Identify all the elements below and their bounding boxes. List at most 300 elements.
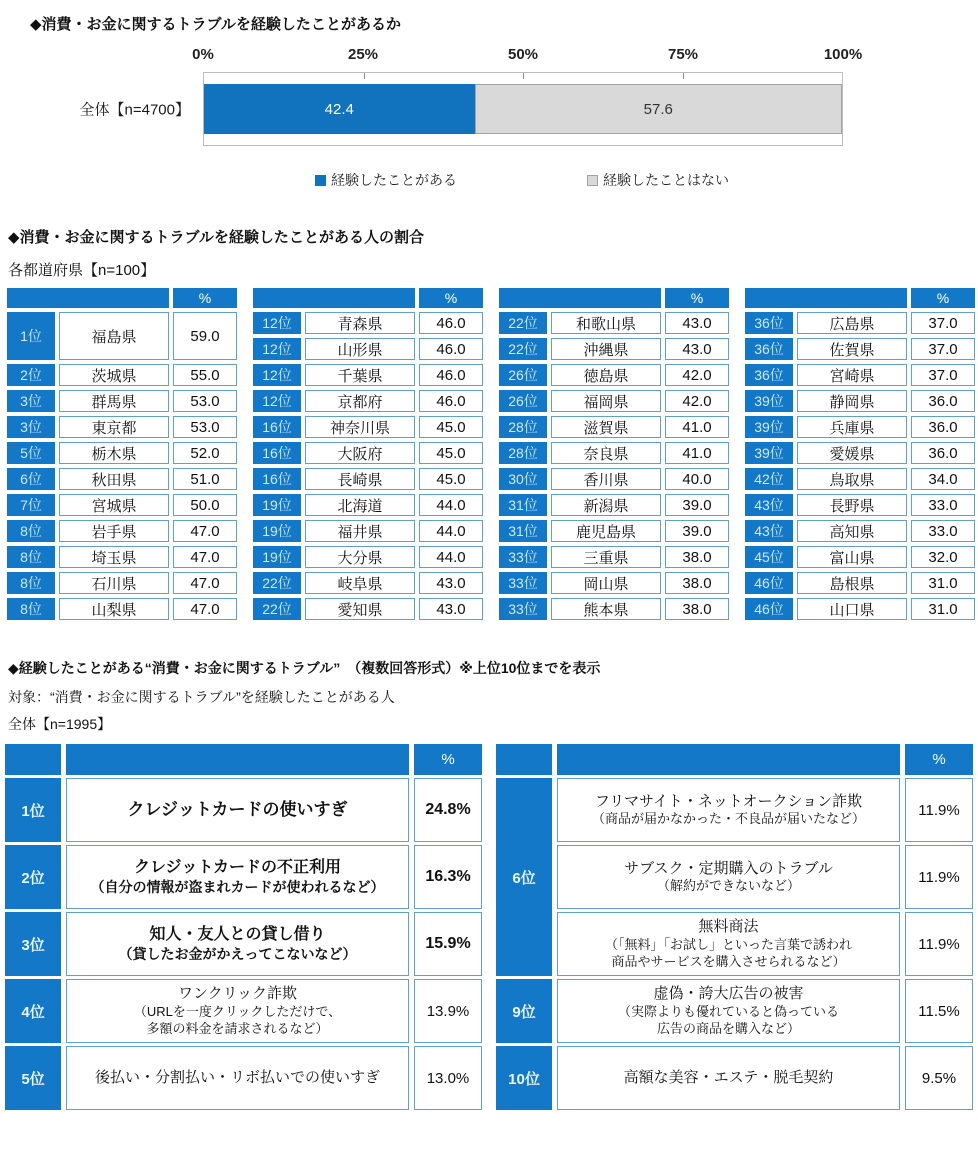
- chart-legend: [315, 170, 843, 190]
- trouble-row-entries: [557, 778, 973, 976]
- percent-value-cell: 40.0: [665, 468, 729, 490]
- prefecture-row: [7, 416, 237, 438]
- rank-cell: 6位: [7, 468, 55, 490]
- rank-cell: 22位: [253, 572, 301, 594]
- percent-value-cell: 43.0: [419, 598, 483, 620]
- rank-cell: 3位: [7, 390, 55, 412]
- prefecture-row: [745, 364, 975, 386]
- percent-value-cell: 11.9%: [905, 778, 973, 842]
- trouble-name-line: 知人・友人との貸し借り: [149, 925, 326, 943]
- percent-value-cell: 53.0: [173, 390, 237, 412]
- percent-value-cell: 39.0: [665, 520, 729, 542]
- rank-cell: 12位: [253, 390, 301, 412]
- prefecture-row: [7, 546, 237, 568]
- percent-value-cell: 43.0: [419, 572, 483, 594]
- rank-cell: 2位: [5, 845, 61, 909]
- prefecture-row: [253, 572, 483, 594]
- prefecture-name-cell: 沖縄県: [551, 338, 661, 360]
- rank-cell: 36位: [745, 364, 793, 386]
- x-tick-label: 0%: [192, 46, 214, 63]
- rank-cell: 1位: [5, 778, 61, 842]
- header-percent-cell: %: [173, 288, 237, 308]
- prefecture-name-cell: 富山県: [797, 546, 907, 568]
- axis-tickmark: [523, 73, 524, 79]
- trouble-name-cell: [66, 1046, 409, 1110]
- header-name-cell: [66, 744, 409, 775]
- prefecture-name-cell: 山形県: [305, 338, 415, 360]
- trouble-name-line: ワンクリック詐欺: [177, 985, 298, 1003]
- trouble-name-line: 商品やサービスを購入させられるなど）: [611, 953, 846, 969]
- trouble-table-left: [5, 744, 482, 1110]
- prefecture-ranking-tables: [7, 288, 978, 620]
- prefecture-row: [253, 520, 483, 542]
- trouble-name-cell: [557, 979, 900, 1043]
- trouble-name-line: （自分の情報が盗まれカードが使われるなど）: [90, 879, 385, 896]
- prefecture-name-cell: 長崎県: [305, 468, 415, 490]
- percent-value-cell: 46.0: [419, 364, 483, 386]
- percent-value-cell: 15.9%: [414, 912, 482, 976]
- percent-value-cell: 46.0: [419, 312, 483, 334]
- prefecture-name-cell: 高知県: [797, 520, 907, 542]
- prefecture-name-cell: 秋田県: [59, 468, 169, 490]
- prefecture-name-cell: 長野県: [797, 494, 907, 516]
- prefecture-row: [745, 390, 975, 412]
- prefecture-name-cell: 大阪府: [305, 442, 415, 464]
- rank-cell: 36位: [745, 338, 793, 360]
- rank-cell: 10位: [496, 1046, 552, 1110]
- header-percent-cell: %: [911, 288, 975, 308]
- prefecture-row: [253, 468, 483, 490]
- rank-cell: 19位: [253, 546, 301, 568]
- rank-cell: 31位: [499, 494, 547, 516]
- rank-cell: 42位: [745, 468, 793, 490]
- prefecture-name-cell: 三重県: [551, 546, 661, 568]
- x-tick-label: 100%: [823, 46, 863, 63]
- bar-segment-not-experienced: 57.6: [475, 84, 842, 134]
- prefecture-name-cell: 兵庫県: [797, 416, 907, 438]
- stacked-bar: [204, 84, 842, 134]
- percent-value-cell: 31.0: [911, 572, 975, 594]
- prefecture-name-cell: 和歌山県: [551, 312, 661, 334]
- prefecture-row: [499, 390, 729, 412]
- trouble-name-line: フリマサイト・ネットオークション詐欺: [594, 792, 863, 810]
- prefecture-name-cell: 徳島県: [551, 364, 661, 386]
- prefecture-name-cell: 青森県: [305, 312, 415, 334]
- percent-value-cell: 16.3%: [414, 845, 482, 909]
- prefecture-name-cell: 岡山県: [551, 572, 661, 594]
- prefecture-row: [7, 572, 237, 594]
- percent-value-cell: 52.0: [173, 442, 237, 464]
- prefecture-section-title: ◆消費・お金に関するトラブルを経験したことがある人の割合: [8, 229, 424, 246]
- percent-value-cell: 38.0: [665, 572, 729, 594]
- header-name-cell: [253, 288, 415, 308]
- trouble-name-line: （「無料」「お試し」といった言葉で誘われ: [604, 936, 852, 952]
- header-name-cell: [499, 288, 661, 308]
- percent-value-cell: 32.0: [911, 546, 975, 568]
- prefecture-name-cell: 東京都: [59, 416, 169, 438]
- trouble-row: [5, 845, 482, 909]
- percent-value-cell: 9.5%: [905, 1046, 973, 1110]
- trouble-name-line: 無料商法: [698, 918, 759, 936]
- prefecture-row: [253, 546, 483, 568]
- trouble-row-entries: [557, 1046, 973, 1110]
- percent-value-cell: 13.0%: [414, 1046, 482, 1110]
- percent-value-cell: 33.0: [911, 520, 975, 542]
- rank-cell: 8位: [7, 520, 55, 542]
- rank-cell: 16位: [253, 468, 301, 490]
- trouble-table-header: [496, 744, 973, 775]
- percent-value-cell: 50.0: [173, 494, 237, 516]
- trouble-name-line: （解約ができないなど）: [656, 878, 800, 894]
- trouble-name-cell: [66, 979, 409, 1043]
- trouble-row: [5, 979, 482, 1043]
- prefecture-name-cell: 愛媛県: [797, 442, 907, 464]
- prefecture-name-cell: 島根県: [797, 572, 907, 594]
- percent-value-cell: 38.0: [665, 546, 729, 568]
- prefecture-name-cell: 鹿児島県: [551, 520, 661, 542]
- axis-tickmark: [364, 73, 365, 79]
- percent-value-cell: 38.0: [665, 598, 729, 620]
- rank-cell: 36位: [745, 312, 793, 334]
- legend-swatch-blue-icon: [315, 175, 326, 186]
- rank-cell: 39位: [745, 442, 793, 464]
- rank-cell: 8位: [7, 572, 55, 594]
- rank-cell: 16位: [253, 416, 301, 438]
- prefecture-row: [745, 572, 975, 594]
- percent-value-cell: 34.0: [911, 468, 975, 490]
- trouble-name-cell: [66, 845, 409, 909]
- percent-value-cell: 44.0: [419, 546, 483, 568]
- prefecture-section-subtitle: 各都道府県【n=100】: [8, 262, 156, 279]
- prefecture-name-cell: 熊本県: [551, 598, 661, 620]
- rank-cell: 33位: [499, 598, 547, 620]
- percent-value-cell: 43.0: [665, 312, 729, 334]
- rank-cell: 6位: [496, 778, 552, 976]
- prefecture-name-cell: 群馬県: [59, 390, 169, 412]
- prefecture-row: [7, 442, 237, 464]
- header-name-cell: [745, 288, 907, 308]
- percent-value-cell: 53.0: [173, 416, 237, 438]
- rank-cell: 39位: [745, 390, 793, 412]
- prefecture-name-cell: 茨城県: [59, 364, 169, 386]
- trouble-row: [557, 1046, 973, 1110]
- prefecture-row: [253, 598, 483, 620]
- prefecture-row: [253, 364, 483, 386]
- trouble-row: [557, 778, 973, 842]
- percent-value-cell: 37.0: [911, 338, 975, 360]
- trouble-row: [5, 1046, 482, 1110]
- trouble-name-cell: [557, 1046, 900, 1110]
- percent-value-cell: 31.0: [911, 598, 975, 620]
- rank-cell: 19位: [253, 520, 301, 542]
- trouble-name-line: （実際よりも優れていると偽っている: [617, 1003, 839, 1019]
- percent-value-cell: 47.0: [173, 572, 237, 594]
- prefecture-row: [7, 520, 237, 542]
- percent-value-cell: 47.0: [173, 546, 237, 568]
- legend-item-not-experienced: [587, 170, 729, 190]
- prefecture-name-cell: 岐阜県: [305, 572, 415, 594]
- rank-cell: 45位: [745, 546, 793, 568]
- x-tick-label: 50%: [507, 46, 539, 63]
- trouble-name-cell: [66, 778, 409, 842]
- prefecture-row: [7, 364, 237, 386]
- trouble-name-cell: [66, 912, 409, 976]
- prefecture-table-column: [499, 288, 729, 620]
- rank-cell: 19位: [253, 494, 301, 516]
- prefecture-row: [499, 572, 729, 594]
- x-tick-label: 75%: [667, 46, 699, 63]
- percent-value-cell: 33.0: [911, 494, 975, 516]
- trouble-name-cell: [557, 912, 900, 976]
- prefecture-name-cell: 静岡県: [797, 390, 907, 412]
- rank-cell: 28位: [499, 442, 547, 464]
- trouble-row: [5, 912, 482, 976]
- legend-label-experienced: 経験したことがある: [331, 172, 457, 188]
- percent-value-cell: 24.8%: [414, 778, 482, 842]
- prefecture-name-cell: 宮城県: [59, 494, 169, 516]
- prefecture-name-cell: 神奈川県: [305, 416, 415, 438]
- percent-value-cell: 37.0: [911, 312, 975, 334]
- x-tick-label: 25%: [347, 46, 379, 63]
- trouble-name-cell: [557, 778, 900, 842]
- prefecture-row: [499, 364, 729, 386]
- prefecture-row: [7, 598, 237, 620]
- prefecture-table-column: [253, 288, 483, 620]
- prefecture-row: [253, 494, 483, 516]
- prefecture-name-cell: 宮崎県: [797, 364, 907, 386]
- trouble-row-entries: [557, 979, 973, 1043]
- prefecture-name-cell: 埼玉県: [59, 546, 169, 568]
- prefecture-row: [499, 416, 729, 438]
- prefecture-row: [253, 312, 483, 334]
- prefecture-row: [745, 442, 975, 464]
- trouble-row: [557, 912, 973, 976]
- percent-value-cell: 39.0: [665, 494, 729, 516]
- prefecture-row: [745, 598, 975, 620]
- percent-value-cell: 11.9%: [905, 845, 973, 909]
- prefecture-name-cell: 京都府: [305, 390, 415, 412]
- percent-value-cell: 36.0: [911, 416, 975, 438]
- trouble-name-line: 多額の料金を請求されるなど）: [146, 1020, 329, 1036]
- rank-cell: 26位: [499, 390, 547, 412]
- prefecture-row: [253, 442, 483, 464]
- trouble-name-line: クレジットカードの使いすぎ: [127, 799, 348, 819]
- rank-cell: 2位: [7, 364, 55, 386]
- prefecture-table-column: [745, 288, 975, 620]
- rank-cell: 33位: [499, 572, 547, 594]
- experience-chart: [79, 46, 863, 190]
- percent-value-cell: 46.0: [419, 390, 483, 412]
- prefecture-row: [745, 338, 975, 360]
- trouble-row-group: [496, 778, 973, 976]
- trouble-row-group: [496, 1046, 973, 1110]
- trouble-table-right: [496, 744, 973, 1110]
- header-name-cell: [557, 744, 900, 775]
- header-rank-cell: [496, 744, 552, 775]
- prefecture-name-cell: 北海道: [305, 494, 415, 516]
- percent-value-cell: 46.0: [419, 338, 483, 360]
- legend-swatch-gray-icon: [587, 175, 598, 186]
- rank-cell: 28位: [499, 416, 547, 438]
- prefecture-name-cell: 石川県: [59, 572, 169, 594]
- trouble-table-header: [5, 744, 482, 775]
- rank-cell: 9位: [496, 979, 552, 1043]
- percent-value-cell: 47.0: [173, 520, 237, 542]
- rank-cell: 22位: [253, 598, 301, 620]
- rank-cell: 12位: [253, 338, 301, 360]
- percent-value-cell: 13.9%: [414, 979, 482, 1043]
- header-name-cell: [7, 288, 169, 308]
- troubles-section-title: ◆経験したことがある“消費・お金に関するトラブル” （複数回答形式）※上位10位までを表示: [8, 660, 601, 676]
- prefecture-table-header: [745, 288, 975, 308]
- prefecture-name-cell: 愛知県: [305, 598, 415, 620]
- prefecture-name-cell: 山口県: [797, 598, 907, 620]
- prefecture-row: [7, 312, 237, 360]
- prefecture-row: [253, 416, 483, 438]
- trouble-ranking-tables: [5, 744, 978, 1110]
- percent-value-cell: 11.9%: [905, 912, 973, 976]
- rank-cell: 5位: [7, 442, 55, 464]
- percent-value-cell: 36.0: [911, 390, 975, 412]
- rank-cell: 3位: [7, 416, 55, 438]
- percent-value-cell: 43.0: [665, 338, 729, 360]
- rank-cell: 33位: [499, 546, 547, 568]
- bar-segment-experienced: 42.4: [204, 84, 475, 134]
- rank-cell: 16位: [253, 442, 301, 464]
- prefecture-name-cell: 栃木県: [59, 442, 169, 464]
- percent-value-cell: 41.0: [665, 416, 729, 438]
- rank-cell: 8位: [7, 598, 55, 620]
- percent-value-cell: 47.0: [173, 598, 237, 620]
- trouble-row-group: [496, 979, 973, 1043]
- percent-value-cell: 36.0: [911, 442, 975, 464]
- prefecture-row: [745, 520, 975, 542]
- prefecture-row: [253, 338, 483, 360]
- trouble-row: [557, 979, 973, 1043]
- prefecture-row: [7, 390, 237, 412]
- troubles-base-note: 全体【n=1995】: [8, 716, 112, 732]
- trouble-name-line: 高額な美容・エステ・脱毛契約: [623, 1069, 834, 1087]
- percent-value-cell: 41.0: [665, 442, 729, 464]
- percent-value-cell: 11.5%: [905, 979, 973, 1043]
- percent-value-cell: 59.0: [173, 312, 237, 360]
- prefecture-name-cell: 大分県: [305, 546, 415, 568]
- trouble-name-cell: [557, 845, 900, 909]
- prefecture-name-cell: 福井県: [305, 520, 415, 542]
- trouble-name-line: 後払い・分割払い・リボ払いでの使いすぎ: [94, 1069, 380, 1087]
- rank-cell: 4位: [5, 979, 61, 1043]
- trouble-name-line: サブスク・定期購入のトラブル: [624, 859, 833, 877]
- prefecture-row: [745, 468, 975, 490]
- prefecture-table-column: [7, 288, 237, 620]
- prefecture-row: [745, 546, 975, 568]
- prefecture-row: [253, 390, 483, 412]
- prefecture-name-cell: 新潟県: [551, 494, 661, 516]
- trouble-row: [557, 845, 973, 909]
- trouble-name-line: 虚偽・誇大広告の被害: [653, 985, 804, 1003]
- prefecture-row: [499, 598, 729, 620]
- prefecture-name-cell: 鳥取県: [797, 468, 907, 490]
- x-axis: [192, 46, 863, 72]
- rank-cell: 12位: [253, 312, 301, 334]
- trouble-name-line: （商品が届かなかった・不良品が届いたなど）: [591, 811, 865, 827]
- prefecture-row: [499, 312, 729, 334]
- prefecture-name-cell: 滋賀県: [551, 416, 661, 438]
- percent-value-cell: 42.0: [665, 364, 729, 386]
- percent-value-cell: 44.0: [419, 494, 483, 516]
- rank-cell: 31位: [499, 520, 547, 542]
- legend-item-experienced: [315, 170, 457, 190]
- prefecture-row: [745, 494, 975, 516]
- rank-cell: 3位: [5, 912, 61, 976]
- prefecture-name-cell: 山梨県: [59, 598, 169, 620]
- plot-area: [79, 72, 843, 146]
- axis-tickmark: [683, 73, 684, 79]
- prefecture-row: [499, 494, 729, 516]
- prefecture-row: [499, 546, 729, 568]
- prefecture-row: [499, 520, 729, 542]
- troubles-target-note: 対象：“消費・お金に関するトラブル”を経験したことがある人: [8, 689, 395, 705]
- prefecture-name-cell: 奈良県: [551, 442, 661, 464]
- prefecture-name-cell: 佐賀県: [797, 338, 907, 360]
- header-percent-cell: %: [414, 744, 482, 775]
- header-percent-cell: %: [419, 288, 483, 308]
- percent-value-cell: 45.0: [419, 416, 483, 438]
- percent-value-cell: 45.0: [419, 468, 483, 490]
- rank-cell: 43位: [745, 494, 793, 516]
- rank-cell: 22位: [499, 338, 547, 360]
- prefecture-name-cell: 広島県: [797, 312, 907, 334]
- rank-cell: 39位: [745, 416, 793, 438]
- trouble-name-line: クレジットカードの不正利用: [133, 858, 342, 876]
- rank-cell: 46位: [745, 572, 793, 594]
- percent-value-cell: 37.0: [911, 364, 975, 386]
- rank-cell: 46位: [745, 598, 793, 620]
- legend-label-not-experienced: 経験したことはない: [603, 172, 729, 188]
- percent-value-cell: 42.0: [665, 390, 729, 412]
- percent-value-cell: 45.0: [419, 442, 483, 464]
- prefecture-row: [7, 468, 237, 490]
- percent-value-cell: 51.0: [173, 468, 237, 490]
- experience-chart-title: ◆消費・お金に関するトラブルを経験したことがあるか: [30, 16, 401, 33]
- prefecture-name-cell: 福岡県: [551, 390, 661, 412]
- trouble-name-line: （URLを一度クリックしただけで、: [133, 1003, 342, 1019]
- prefecture-name-cell: 香川県: [551, 468, 661, 490]
- prefecture-table-header: [253, 288, 483, 308]
- percent-value-cell: 55.0: [173, 364, 237, 386]
- prefecture-row: [745, 312, 975, 334]
- rank-cell: 7位: [7, 494, 55, 516]
- rank-cell: 12位: [253, 364, 301, 386]
- prefecture-table-header: [499, 288, 729, 308]
- rank-cell: 26位: [499, 364, 547, 386]
- prefecture-row: [499, 442, 729, 464]
- rank-cell: 5位: [5, 1046, 61, 1110]
- prefecture-row: [745, 416, 975, 438]
- percent-value-cell: 44.0: [419, 520, 483, 542]
- prefecture-table-header: [7, 288, 237, 308]
- trouble-row: [5, 778, 482, 842]
- prefecture-row: [499, 468, 729, 490]
- header-rank-cell: [5, 744, 61, 775]
- prefecture-name-cell: 福島県: [59, 312, 169, 360]
- bar-category-label: 全体【n=4700】: [79, 101, 190, 119]
- rank-cell: 1位: [7, 312, 55, 360]
- prefecture-name-cell: 岩手県: [59, 520, 169, 542]
- rank-cell: 22位: [499, 312, 547, 334]
- prefecture-row: [7, 494, 237, 516]
- header-percent-cell: %: [665, 288, 729, 308]
